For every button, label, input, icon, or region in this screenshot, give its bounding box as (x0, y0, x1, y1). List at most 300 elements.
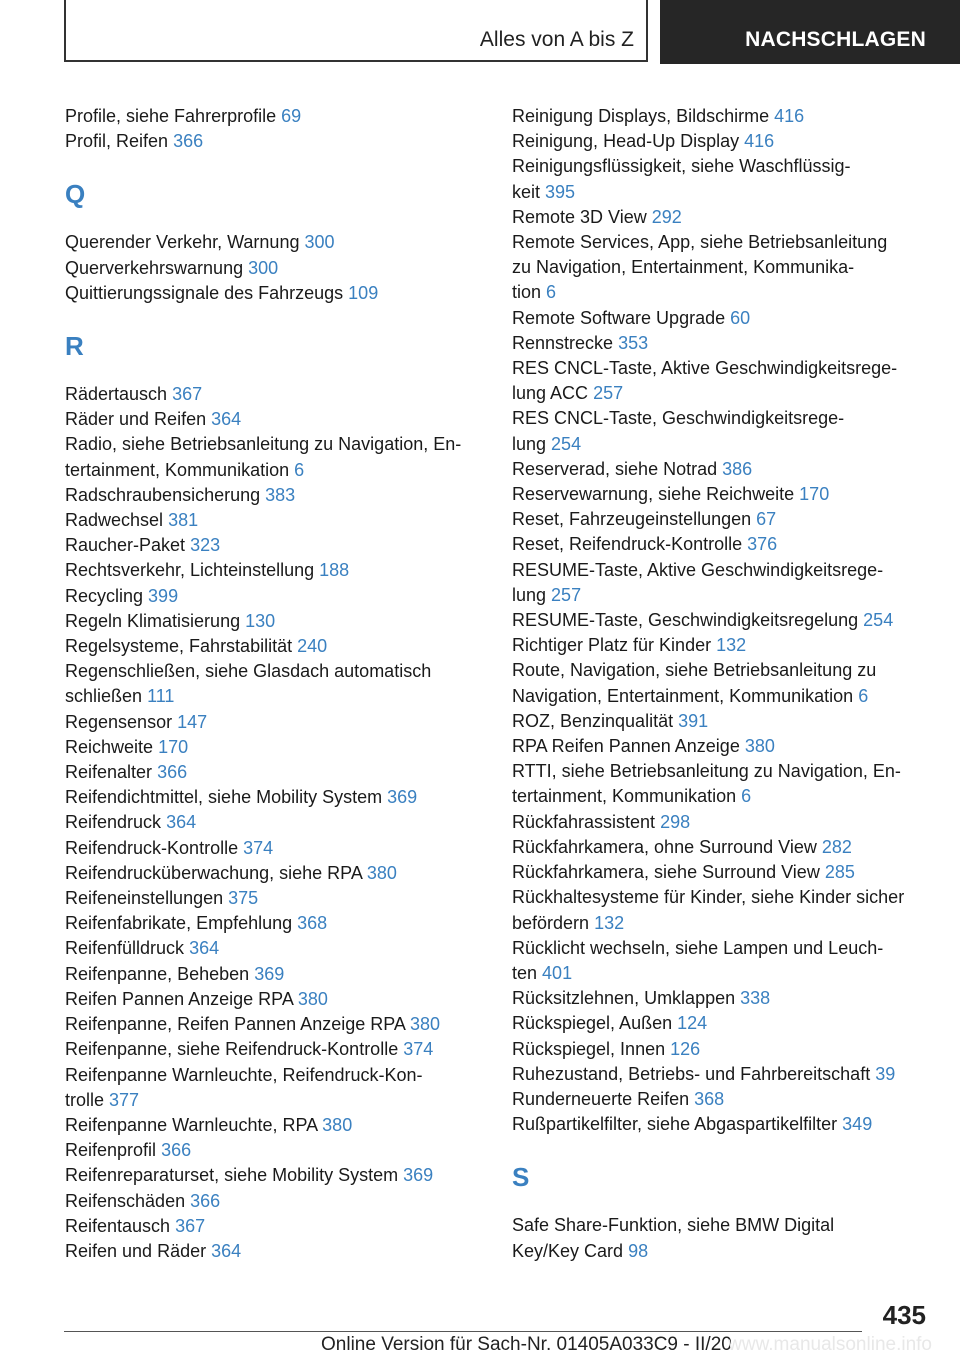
index-entry (65, 1012, 495, 1037)
page-link[interactable]: 366 (157, 762, 188, 783)
index-entry (65, 104, 495, 129)
index-entry-label: tion (512, 282, 542, 303)
index-entry-text (512, 936, 952, 961)
index-entry-text (512, 230, 952, 255)
index-entry-text (512, 911, 952, 936)
index-entry (65, 432, 495, 482)
index-entry-label: Reset, Reifendruck-Kontrolle (512, 534, 743, 555)
index-entry-label: Reinigungsflüssigkeit, siehe Waschflüssig- (512, 156, 851, 177)
index-entry-text (65, 684, 495, 709)
index-entry-text (512, 331, 952, 356)
index-entry-text (512, 986, 952, 1011)
index-entry (512, 306, 952, 331)
index-entry-text (512, 608, 952, 633)
index-entry-label: Reifenpanne, Beheben (65, 963, 250, 984)
index-entry-text (65, 810, 495, 835)
index-entry-text (65, 1113, 495, 1138)
page-link[interactable]: 132 (716, 635, 747, 656)
index-entry (65, 382, 495, 407)
index-entry-text (512, 1239, 952, 1264)
index-entry-label: RESUME-Taste, Geschwindigkeitsregelung (512, 610, 859, 631)
index-entry (65, 936, 495, 961)
index-entry (512, 633, 952, 658)
index-entry-text (512, 1037, 952, 1062)
index-entry-text (512, 406, 952, 431)
index-entry-label: Reserverad, siehe Notrad (512, 458, 718, 479)
index-entry-label: RPA Reifen Pannen Anzeige (512, 736, 740, 757)
index-entry-text (65, 987, 495, 1012)
index-entry-label: Rückhaltesysteme für Kinder, siehe Kinder sicher (512, 887, 905, 908)
index-entry (65, 861, 495, 886)
index-entry-text (65, 785, 495, 810)
index-entry-text (65, 558, 495, 583)
page-link[interactable]: 338 (740, 988, 771, 1009)
index-entry-text (65, 407, 495, 432)
index-entry-text (512, 1062, 952, 1087)
page-link[interactable]: 39 (875, 1063, 896, 1084)
index-entry (512, 709, 952, 734)
page-link[interactable]: 366 (161, 1140, 192, 1161)
index-entry-label: Rückfahrkamera, ohne Surround View (512, 836, 817, 857)
index-entry (512, 356, 952, 406)
index-entry-label: Querender Verkehr, Warnung (65, 232, 300, 253)
index-entry-label: schließen (65, 686, 143, 707)
index-entry-label: keit (512, 181, 541, 202)
page-link[interactable]: 386 (722, 458, 753, 479)
index-entry (65, 836, 495, 861)
index-entry (512, 205, 952, 230)
index-entry (512, 810, 952, 835)
page-link[interactable]: 383 (265, 484, 296, 505)
page-link[interactable]: 353 (618, 332, 649, 353)
index-entry (65, 911, 495, 936)
index-entry-label: Safe Share-Funktion, siehe BMW Digital (512, 1215, 835, 1236)
index-entry-label: Remote Services, App, siehe Betriebsanleitung (512, 232, 888, 253)
index-entry-text (65, 735, 495, 760)
index-entry-label: trolle (65, 1089, 105, 1110)
index-entry-text (65, 1138, 495, 1163)
index-entry-label: Rädertausch (65, 384, 168, 405)
index-entry (65, 256, 495, 281)
index-entry-label: tertainment, Kommunikation (65, 459, 290, 480)
index-entry-label: Key/Key Card (512, 1240, 624, 1261)
page-link[interactable]: 300 (304, 232, 335, 253)
index-entry-text (65, 432, 495, 457)
page-link[interactable]: 6 (546, 282, 557, 303)
index-entry-label: Runderneuerte Reifen (512, 1088, 690, 1109)
index-entry-label: RES CNCL-Taste, Geschwindigkeitsrege- (512, 408, 845, 429)
page-link[interactable]: 323 (190, 535, 221, 556)
index-entry-text (512, 104, 952, 129)
index-entry-text (65, 760, 495, 785)
page-link[interactable]: 126 (670, 1038, 701, 1059)
index-entry-label: Remote 3D View (512, 206, 647, 227)
index-entry-text (65, 1163, 495, 1188)
index-entry-text (65, 1012, 495, 1037)
index-entry (65, 1189, 495, 1214)
index-entry-label: Ruhezustand, Betriebs- und Fahrbereitschaft (512, 1063, 871, 1084)
index-entry-label: Reifenschäden (65, 1190, 186, 1211)
index-entry-label: Reichweite (65, 736, 154, 757)
index-entry-text (65, 256, 495, 281)
page-link[interactable]: 147 (177, 711, 208, 732)
index-entry-label: Rückspiegel, Innen (512, 1038, 666, 1059)
index-entry (65, 810, 495, 835)
index-entry-label: Reifenpanne Warnleuchte, Reifendruck-Kon- (65, 1064, 423, 1085)
index-entry (512, 608, 952, 633)
index-entry-text (512, 280, 952, 305)
index-entry-text (512, 482, 952, 507)
index-entry-label: Reservewarnung, siehe Reichweite (512, 484, 795, 505)
page-link[interactable]: 188 (319, 560, 350, 581)
index-entry (65, 886, 495, 911)
page-link[interactable]: 60 (730, 307, 751, 328)
page-link[interactable]: 298 (660, 811, 691, 832)
index-entry-label: Regenschließen, siehe Glasdach automatisch (65, 661, 432, 682)
page-link[interactable]: 170 (799, 484, 830, 505)
page-link[interactable]: 401 (542, 962, 573, 983)
index-entry-text (65, 1088, 495, 1113)
index-entry (512, 835, 952, 860)
page-link[interactable]: 416 (744, 131, 775, 152)
index-entry-text (65, 861, 495, 886)
index-entry-text (512, 684, 952, 709)
index-entry-label: Raucher-Paket (65, 535, 186, 556)
page-link[interactable]: 132 (594, 912, 625, 933)
index-entry-text (512, 457, 952, 482)
index-entry-label: Reifenprofil (65, 1140, 157, 1161)
page-link[interactable]: 6 (741, 786, 752, 807)
index-entry (512, 734, 952, 759)
index-entry (512, 1087, 952, 1112)
page-link[interactable]: 130 (245, 610, 276, 631)
index-entry (65, 483, 495, 508)
index-entry-text (65, 1239, 495, 1264)
index-entry (65, 634, 495, 659)
index-entry (512, 532, 952, 557)
page-link[interactable]: 395 (545, 181, 576, 202)
index-entry-text (512, 507, 952, 532)
index-entry (65, 1113, 495, 1138)
index-entry (65, 760, 495, 785)
index-entry (65, 735, 495, 760)
index-entry-text (512, 658, 952, 683)
index-entry-label: Navigation, Entertainment, Kommunikation (512, 685, 854, 706)
index-entry-label: Profil, Reifen (65, 131, 169, 152)
page-link[interactable]: 368 (694, 1088, 725, 1109)
page-link[interactable]: 377 (109, 1089, 140, 1110)
watermark: www.manualsonline.info (728, 1334, 932, 1355)
index-entry-label: Reifentausch (65, 1215, 171, 1236)
index-entry-text (512, 306, 952, 331)
index-entry-label: Reinigung, Head-Up Display (512, 131, 740, 152)
index-entry-text (512, 633, 952, 658)
index-entry (65, 407, 495, 432)
index-entry-label: Richtiger Platz für Kinder (512, 635, 712, 656)
index-entry-label: RTTI, siehe Betriebsanleitung zu Navigation, En- (512, 761, 901, 782)
index-entry-label: Reifenpanne Warnleuchte, RPA (65, 1114, 318, 1135)
page-link[interactable]: 366 (190, 1190, 221, 1211)
index-entry-label: Radio, siehe Betriebsanleitung zu Navigation, En- (65, 434, 462, 455)
index-entry-text (65, 584, 495, 609)
page-link[interactable]: 292 (651, 206, 682, 227)
page-link[interactable]: 380 (366, 862, 397, 883)
index-entry-text (512, 558, 952, 583)
page-link[interactable]: 416 (774, 106, 805, 126)
index-entry (512, 1037, 952, 1062)
index-entry-text (65, 382, 495, 407)
index-entry (512, 1213, 952, 1263)
index-entry-label: Reifendruck-Kontrolle (65, 837, 239, 858)
index-entry-label: Räder und Reifen (65, 409, 207, 430)
page-link[interactable]: 380 (409, 1014, 440, 1035)
index-entry-label: Rücksitzlehnen, Umklappen (512, 988, 736, 1009)
index-entry-label: Rückfahrkamera, siehe Surround View (512, 862, 820, 883)
index-entry (512, 558, 952, 608)
index-entry (65, 584, 495, 609)
index-entry-label: Regeln Klimatisierung (65, 610, 241, 631)
index-entry-text (65, 1037, 495, 1062)
index-entry-label: Rußpartikelfilter, siehe Abgaspartikelfilter (512, 1114, 838, 1135)
index-entry-label: Rücklicht wechseln, siehe Lampen und Leuch- (512, 937, 884, 958)
index-entry-text (65, 634, 495, 659)
page-link[interactable]: 109 (348, 282, 379, 303)
page-link[interactable]: 282 (821, 836, 852, 857)
index-entry-text (65, 230, 495, 255)
index-entry-text (65, 659, 495, 684)
index-entry-text (512, 583, 952, 608)
index-entry-text (512, 205, 952, 230)
index-letter-heading: R (65, 331, 84, 362)
page-link[interactable]: 376 (747, 534, 778, 555)
index-entry-text (65, 458, 495, 483)
index-entry-label: Reifenalter (65, 762, 153, 783)
index-entry-label: Rechtsverkehr, Lichteinstellung (65, 560, 315, 581)
index-entry-text (65, 483, 495, 508)
page-number: 435 (882, 1300, 926, 1330)
index-entry (512, 986, 952, 1011)
index-entry-text (65, 911, 495, 936)
index-entry-label: Reifenpanne, siehe Reifendruck-Kontrolle (65, 1039, 399, 1060)
page-link[interactable]: 380 (322, 1114, 353, 1135)
index-entry-label: Reifendruck (65, 812, 162, 833)
page-link[interactable]: 375 (228, 888, 259, 909)
index-entry-label: Reinigung Displays, Bildschirme (512, 106, 770, 126)
index-entry-text (512, 154, 952, 179)
page-link[interactable]: 254 (551, 433, 582, 454)
index-column-left (65, 104, 495, 1264)
chapter-tab[interactable] (660, 0, 960, 64)
index-entry (65, 1037, 495, 1062)
index-column-right (512, 104, 952, 1264)
online-version-text: Online Version für Sach-Nr. 01405A033C9 - II/20 (321, 1334, 732, 1355)
page-link[interactable]: 366 (173, 131, 204, 152)
page-link[interactable]: 364 (166, 812, 197, 833)
index-entry-text (512, 1087, 952, 1112)
index-entry-label: Quittierungssignale des Fahrzeugs (65, 282, 344, 303)
page-link[interactable]: 124 (677, 1013, 708, 1034)
index-entry (65, 508, 495, 533)
index-entry-text (512, 810, 952, 835)
index-entry (65, 710, 495, 735)
index-entry-text (512, 734, 952, 759)
index-entry-label: Recycling (65, 585, 144, 606)
index-entry (65, 962, 495, 987)
page-link[interactable]: 349 (842, 1114, 873, 1135)
index-entry (65, 129, 495, 154)
index-entry (512, 936, 952, 986)
page-link[interactable]: 380 (744, 736, 775, 757)
index-entry-text (65, 1214, 495, 1239)
page-link[interactable]: 170 (158, 736, 189, 757)
index-entry-text (65, 886, 495, 911)
index-entry-label: Rückspiegel, Außen (512, 1013, 673, 1034)
index-entry (65, 1063, 495, 1113)
page-link[interactable]: 369 (403, 1165, 434, 1186)
index-entry-label: Reset, Fahrzeugeinstellungen (512, 509, 752, 530)
index-entry (512, 457, 952, 482)
index-entry-label: Querverkehrswarnung (65, 257, 244, 278)
index-entry-label: Reifenfülldruck (65, 938, 185, 959)
index-entry-text (512, 1213, 952, 1238)
page-link[interactable]: 364 (189, 938, 220, 959)
index-entry-text (65, 962, 495, 987)
index-entry-text (65, 836, 495, 861)
index-entry-text (65, 104, 495, 129)
index-entry-label: RESUME-Taste, Aktive Geschwindigkeitsrege- (512, 559, 884, 580)
page-link[interactable]: 380 (297, 988, 328, 1009)
index-entry-label: Reifendrucküberwachung, siehe RPA (65, 862, 362, 883)
index-entry (65, 281, 495, 306)
index-entry (65, 558, 495, 583)
index-entry-text (65, 936, 495, 961)
index-entry (512, 507, 952, 532)
chapter-tab-label: NACHSCHLAGEN (745, 28, 926, 51)
page-link[interactable]: 254 (863, 610, 894, 631)
index-entry-text (512, 709, 952, 734)
index-entry-text (65, 508, 495, 533)
index-entry (512, 129, 952, 154)
page-link[interactable]: 399 (148, 585, 179, 606)
index-entry (65, 609, 495, 634)
index-entry-label: Reifen Pannen Anzeige RPA (65, 988, 293, 1009)
index-entry-text (512, 180, 952, 205)
index-entry-text (65, 609, 495, 634)
page-link[interactable]: 368 (297, 913, 328, 934)
index-entry-text (512, 784, 952, 809)
index-letter-heading: S (512, 1162, 530, 1193)
page-link[interactable]: 374 (243, 837, 274, 858)
page-link[interactable]: 285 (824, 862, 855, 883)
index-entry-label: Rückfahrassistent (512, 811, 656, 832)
index-entry (65, 987, 495, 1012)
index-entry (512, 885, 952, 935)
page-link[interactable]: 367 (172, 384, 203, 405)
index-entry-text (512, 356, 952, 381)
index-entry-label: ten (512, 962, 538, 983)
section-title: Alles von A bis Z (479, 28, 634, 51)
index-entry-label: Radschraubensicherung (65, 484, 261, 505)
index-entry (512, 1112, 952, 1137)
index-entry-label: lung (512, 584, 547, 605)
page-link[interactable]: 111 (147, 686, 175, 707)
page-link[interactable]: 300 (248, 257, 279, 278)
index-entry-label: Reifenfabrikate, Empfehlung (65, 913, 293, 934)
index-entry-label: zu Navigation, Entertainment, Kommunika- (512, 257, 855, 278)
index-entry-label: Regensensor (65, 711, 173, 732)
page-link[interactable]: 391 (678, 710, 709, 731)
page-link[interactable]: 369 (387, 787, 418, 808)
index-entry (65, 785, 495, 810)
index-entry-label: Rennstrecke (512, 332, 614, 353)
page-link[interactable]: 374 (403, 1039, 434, 1060)
index-entry (65, 1138, 495, 1163)
page-link[interactable]: 69 (281, 106, 302, 126)
index-entry (65, 1214, 495, 1239)
index-entry (65, 659, 495, 709)
page-link[interactable]: 240 (297, 636, 328, 657)
index-entry-text (65, 1189, 495, 1214)
index-entry-text (512, 129, 952, 154)
index-entry-label: Reifen und Räder (65, 1240, 207, 1261)
page-link[interactable]: 369 (254, 963, 285, 984)
index-entry-label: Reifenreparaturset, siehe Mobility System (65, 1165, 399, 1186)
index-entry (65, 1239, 495, 1264)
page-link[interactable]: 257 (551, 584, 582, 605)
index-entry-label: Radwechsel (65, 510, 164, 531)
index-entry-label: Remote Software Upgrade (512, 307, 726, 328)
index-entry (512, 406, 952, 456)
index-entry (512, 658, 952, 708)
index-entry (65, 533, 495, 558)
index-entry-label: Reifendichtmittel, siehe Mobility System (65, 787, 383, 808)
index-entry-text (512, 532, 952, 557)
index-entry-text (512, 835, 952, 860)
index-entry-text (65, 710, 495, 735)
page-link[interactable]: 367 (175, 1215, 206, 1236)
index-entry-label: befördern (512, 912, 590, 933)
index-entry-label: RES CNCL-Taste, Aktive Geschwindigkeitsrege- (512, 358, 898, 379)
page-link[interactable]: 6 (858, 685, 869, 706)
page-link[interactable]: 257 (593, 383, 624, 404)
index-entry-label: Reifenpanne, Reifen Pannen Anzeige RPA (65, 1014, 405, 1035)
index-entry-text (65, 129, 495, 154)
index-entry-text (65, 533, 495, 558)
index-entry-label: tertainment, Kommunikation (512, 786, 737, 807)
header-section-box (64, 0, 648, 62)
index-entry (512, 331, 952, 356)
page-link[interactable]: 364 (211, 1240, 242, 1261)
index-entry-text (512, 759, 952, 784)
index-entry-text (512, 961, 952, 986)
page-link[interactable]: 98 (628, 1240, 649, 1261)
footer-divider (64, 1331, 862, 1332)
index-entry (512, 230, 952, 306)
index-entry (65, 230, 495, 255)
index-entry-label: lung (512, 433, 547, 454)
index-letter-heading: Q (65, 179, 86, 210)
index-entry-label: Profile, siehe Fahrerprofile (65, 106, 277, 126)
page-link[interactable]: 6 (294, 459, 305, 480)
index-entry-text (512, 432, 952, 457)
index-entry (512, 1062, 952, 1087)
page-link[interactable]: 67 (756, 509, 777, 530)
index-entry (512, 104, 952, 129)
index-entry-text (65, 1063, 495, 1088)
index-entry-text (512, 1112, 952, 1137)
page-link[interactable]: 364 (211, 409, 242, 430)
page-link[interactable]: 381 (168, 510, 199, 531)
